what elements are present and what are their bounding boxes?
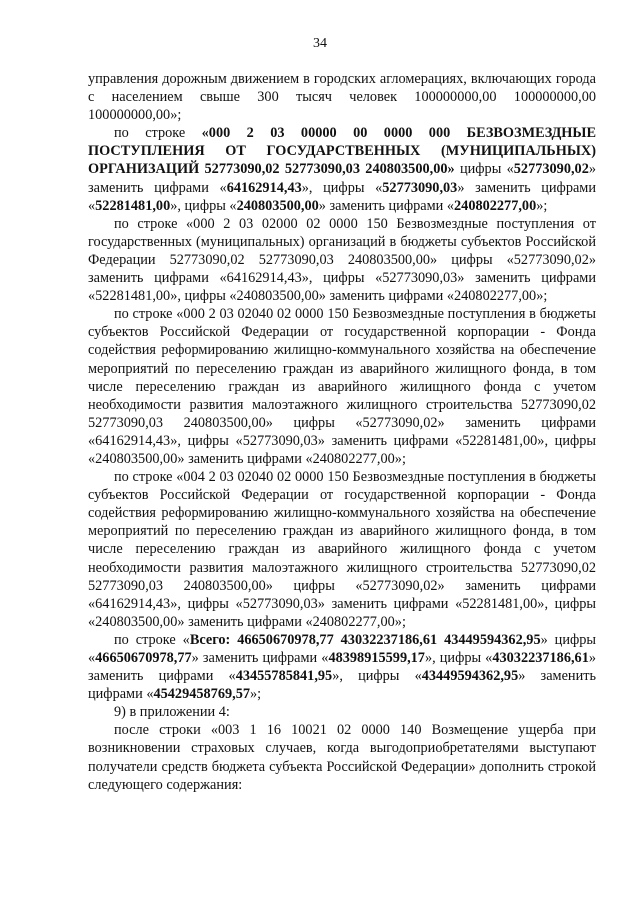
page-number: 34 bbox=[313, 36, 327, 51]
text-run: » заменить цифрами « bbox=[88, 650, 597, 685]
paragraph bbox=[88, 70, 596, 124]
bold-text-run: 43449594362,95 bbox=[421, 668, 519, 685]
paragraph bbox=[88, 468, 596, 631]
bold-text-run: 46650670978,77 bbox=[95, 650, 192, 666]
bold-text-run: 52773090,03 bbox=[382, 179, 458, 196]
text-run: » заменить цифрами « bbox=[88, 179, 597, 214]
text-run: » цифры « bbox=[88, 631, 596, 666]
paragraph bbox=[88, 703, 596, 721]
text-run: по строке « bbox=[114, 631, 190, 648]
text-run: 9) в приложении 4: bbox=[114, 704, 230, 721]
text-run: » заменить цифрами « bbox=[191, 650, 329, 666]
text-run: после строки «003 1 16 10021 02 0000 140 Возмещение ущерба при возникновении страховых случаев, когда выгодоприобретателями выступают получатели средств бюджета субъекта Российской Федерации» дополнить строкой следующего содержания: bbox=[88, 722, 596, 793]
text-run: », цифры « bbox=[301, 179, 383, 196]
text-run: », цифры « bbox=[424, 650, 493, 666]
text-run: по строке «004 2 03 02040 02 0000 150 Безвозмездные поступления в бюджеты субъектов Российской Федерации от государственной корпорации - Фонда содействия реформированию жилищно-коммунального хозяйства на обеспечение мероприятий по переселению граждан из аварийного жилищного фонда, в том числе переселению граждан из аварийного жилищного фонда с учетом необходимости развития малоэтажного жилищного строительства 52773090,02 52773090,03 240803500,00» цифры «52773090,02» заменить цифрами «64162914,43», цифры «52773090,03» заменить цифрами «52281481,00», цифры «240803500,00» заменить цифрами «240802277,00»; bbox=[88, 469, 596, 630]
text-run: » заменить цифрами « bbox=[318, 197, 455, 214]
text-run: »; bbox=[536, 197, 548, 214]
paragraph bbox=[88, 721, 596, 793]
text-run: »; bbox=[250, 686, 262, 703]
bold-text-run: 43032237186,61 bbox=[492, 650, 589, 666]
text-run: цифры « bbox=[454, 161, 514, 178]
text-run: » заменить цифрами « bbox=[88, 161, 596, 196]
bold-text-run: Всего: 46650670978,77 43032237186,61 43449594362,95 bbox=[189, 631, 541, 648]
document-body bbox=[88, 70, 596, 794]
paragraph bbox=[88, 124, 596, 214]
paragraph bbox=[88, 215, 596, 305]
bold-text-run: 45429458769,57 bbox=[153, 686, 250, 703]
bold-text-run: 52281481,00 bbox=[95, 197, 171, 214]
bold-text-run: 64162914,43 bbox=[226, 179, 302, 196]
paragraph bbox=[88, 305, 596, 468]
bold-text-run: 48398915599,17 bbox=[328, 650, 425, 666]
text-run: », цифры « bbox=[170, 197, 237, 214]
text-run: по строке «000 2 03 02040 02 0000 150 Безвозмездные поступления в бюджеты субъектов Российской Федерации от государственной корпорации - Фонда содействия реформированию жилищно-коммунального хозяйства на обеспечение мероприятий по переселению граждан из аварийного жилищного фонда, в том числе переселению граждан из аварийного жилищного фонда с учетом необходимости развития малоэтажного жилищного строительства 52773090,02 52773090,03 240803500,00» цифры «52773090,02» заменить цифрами «64162914,43», цифры «52773090,03» заменить цифрами «52281481,00», цифры «240803500,00» заменить цифрами «240802277,00»; bbox=[88, 306, 596, 467]
text-run: по строке bbox=[114, 125, 202, 142]
paragraph bbox=[88, 631, 596, 703]
text-run: », цифры « bbox=[332, 668, 422, 685]
bold-text-run: 43455785841,95 bbox=[235, 668, 333, 685]
bold-text-run: 240803500,00 bbox=[236, 197, 319, 214]
text-run: » заменить цифрами « bbox=[88, 668, 596, 703]
text-run: по строке «000 2 03 02000 02 0000 150 Безвозмездные поступления от государственных (муниципальных) организаций в бюджеты субъектов Российской Федерации 52773090,02 52773090,03 240803500,00» цифры «52773090,02» заменить цифрами «64162914,43», цифры «52773090,03» заменить цифрами «52281481,00», цифры «240803500,00» заменить цифрами «240802277,00»; bbox=[88, 215, 596, 305]
bold-text-run: «000 2 03 00000 00 0000 000 БЕЗВОЗМЕЗДНЫЕ ПОСТУПЛЕНИЯ ОТ ГОСУДАРСТВЕННЫХ (МУНИЦИПАЛЬНЫХ) ОРГАНИЗАЦИЙ 52773090,02 52773090,03 240803500,00» bbox=[88, 125, 596, 178]
bold-text-run: 240802277,00 bbox=[454, 197, 537, 214]
bold-text-run: 52773090,02 bbox=[513, 161, 589, 178]
text-run: управления дорожным движением в городских агломерациях, включающих города с населением свыше 300 тысяч человек 100000000,00 100000000,00 100000000,00»; bbox=[88, 71, 596, 124]
